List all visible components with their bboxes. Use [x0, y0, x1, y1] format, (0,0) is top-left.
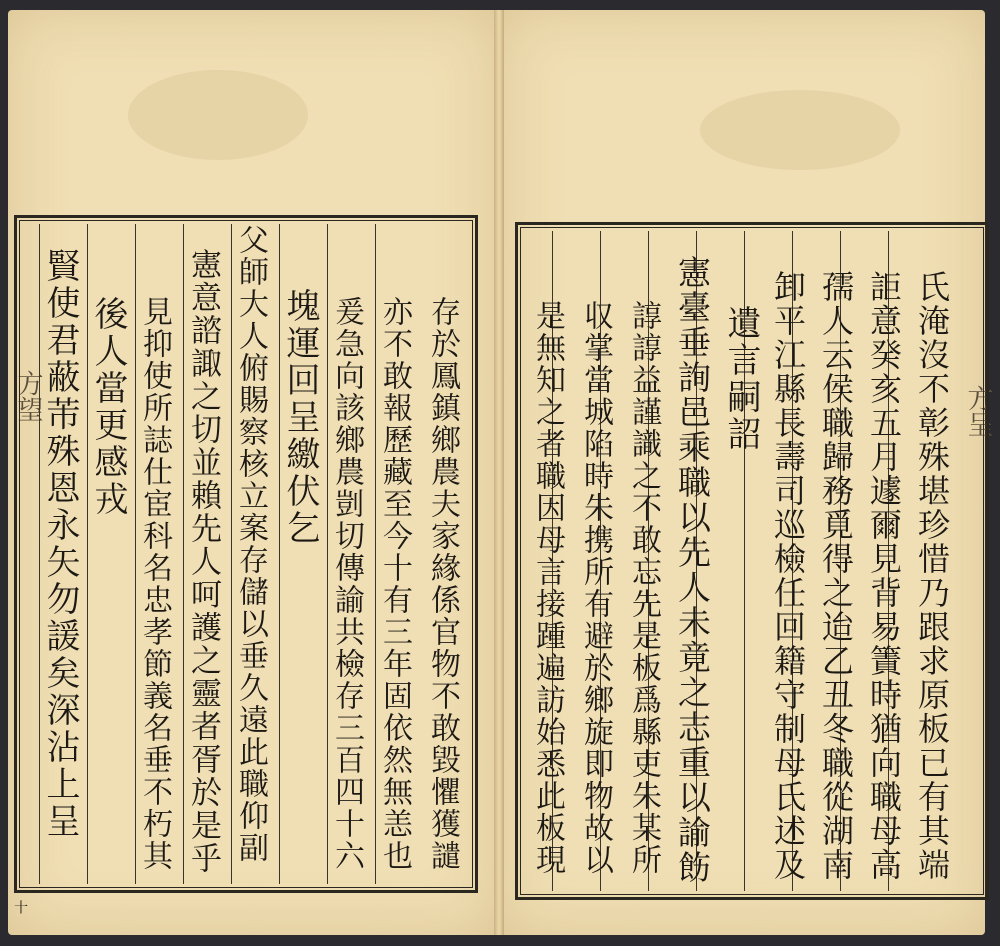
text-column-4: 塊運回呈繳伏乞	[280, 288, 320, 547]
paper-stain	[700, 90, 900, 170]
column-rule	[375, 224, 376, 884]
text-column-6: 憲意諮諏之切並賴先人呵護之靈者胥於是乎	[185, 248, 221, 875]
text-column-1: 存於鳳鎮鄉農夫家緣係官物不敢毀懼獲譴	[425, 296, 460, 872]
text-column-2: 亦不敢報歷藏至今十有三年固依然無恙也	[377, 296, 412, 872]
text-column-7: 見抑使所誌仕宦科名忠孝節義名垂不朽其	[137, 296, 172, 872]
text-column-2: 詎意癸亥五月遽爾見背易簀時猶向職母高	[865, 270, 903, 882]
text-column-5: 父師大人俯賜察核立案存儲以垂久遠此職仰副	[233, 224, 268, 864]
text-column-9: 賢使君蔽芾殊恩永矢勿諼矣深沾上呈	[40, 248, 80, 840]
column-rule	[231, 224, 232, 884]
column-rule	[327, 224, 328, 884]
text-column-8: 後人當更感戎	[88, 296, 128, 518]
paper-stain	[128, 70, 308, 160]
text-column-9: 是無知之者職因母言接踵遍訪始悉此板現	[530, 300, 565, 876]
left-margin-mark: 方望	[13, 370, 43, 422]
text-column-5: 遺言嗣詔	[721, 305, 761, 453]
text-column-7: 諄諄益謹識之不敢忘先是板爲縣吏朱某所	[626, 300, 661, 876]
page-number-mark: 十	[12, 900, 28, 914]
right-text-frame	[515, 222, 989, 900]
text-column-3: 爰急向該鄉農剴切傳諭共檢存三百四十六	[329, 296, 364, 872]
book-gutter	[494, 10, 504, 935]
text-column-8: 収掌當城陷時朱携所有避於鄉旋即物故以	[578, 300, 613, 876]
text-column-1: 氏淹沒不彰殊堪珍惜乃跟求原板已有其端	[913, 270, 951, 882]
left-text-frame	[14, 215, 478, 893]
right-margin-mark: 方呈	[963, 385, 993, 437]
column-rule	[135, 224, 136, 884]
text-column-3: 孺人云侯職歸務覓得之迨乙丑冬職從湖南	[817, 270, 855, 882]
text-column-4: 卸平江縣長壽司巡檢任回籍守制母氏述及	[769, 270, 807, 882]
column-rule	[183, 224, 184, 884]
text-column-6: 憲臺垂詢邑乘職以先人未竟之志重以諭飭	[673, 255, 712, 885]
